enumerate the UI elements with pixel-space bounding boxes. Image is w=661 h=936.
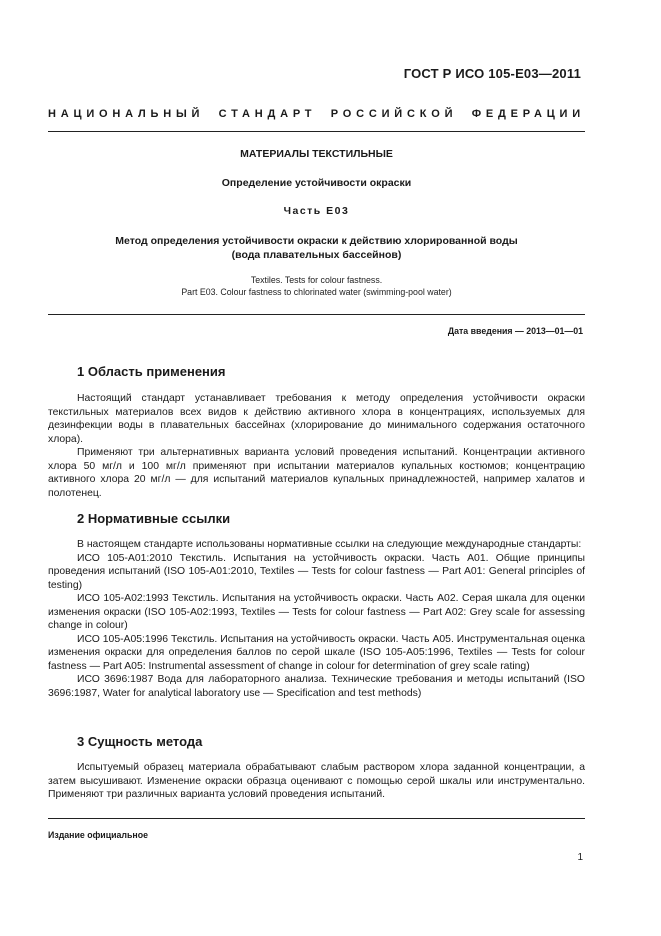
introduction-date: Дата введения — 2013—01—01 (447, 326, 583, 336)
banner-word: НАЦИОНАЛЬНЫЙ (48, 108, 205, 120)
banner-word: РОССИЙСКОЙ (330, 108, 458, 120)
section-body (48, 538, 585, 700)
reference-item: ИСО 105-A01:2010 Текстиль. Испытания на устойчивость окраски. Часть A01. Общие принципы проведения испытаний (ISO 105-A01:2010, Textiles — Tests for colour fastness — Part A01: General principles of testing) (48, 552, 585, 591)
title-main: МАТЕРИАЛЫ ТЕКСТИЛЬНЫЕ (240, 148, 393, 160)
banner-word: ФЕДЕРАЦИИ (471, 108, 585, 120)
title-english-line: Textiles. Tests for colour fastness. (250, 275, 383, 285)
section-heading: 1 Область применения (77, 364, 226, 379)
national-standard-banner (48, 108, 585, 120)
section-heading: 2 Нормативные ссылки (77, 511, 231, 526)
header-divider (48, 131, 585, 132)
page-number: 1 (577, 852, 583, 863)
title-english-line: Part E03. Colour fastness to chlorinated water (swimming-pool water) (181, 287, 452, 297)
paragraph: Применяют три альтернативных варианта условий проведения испытаний. Концентрации активного хлора 50 мг/л и 100 мг/л применяют при испытании материалов купальных костюмов; концентрацию активного хлора 20 мг/л — для испытаний материалов купальных принадлежностей, например халатов и полотенец. (48, 447, 585, 499)
title-english (48, 274, 585, 298)
reference-item: ИСО 105-A02:1993 Текстиль. Испытания на устойчивость окраски. Часть A02. Серая шкала для оценки изменения окраски (ISO 105-A02:1993, Textiles — Tests for colour fastness — Part A02: Grey scale for assessing change in colour) (48, 593, 585, 631)
section-body (48, 761, 585, 802)
reference-item: ИСО 105-A05:1996 Текстиль. Испытания на устойчивость окраски. Часть A05. Инструментальная оценка изменения окраски для определения баллов по серой шкале (ISO 105-A05:1996, Textiles — Tests for colour fastness — Part A05: Instrumental assessment of change in colour for determination of grey scale rating) (48, 633, 585, 672)
paragraph: В настоящем стандарте использованы нормативные ссылки на следующие международные стандарты: (77, 539, 582, 550)
document-code: ГОСТ Р ИСО 105-E03—2011 (403, 66, 581, 81)
banner-word: СТАНДАРТ (218, 108, 317, 120)
title-method-line: (вода плавательных бассейнов) (231, 249, 402, 261)
section-heading: 3 Сущность метода (77, 734, 203, 749)
section-body (48, 392, 585, 500)
reference-item: ИСО 3696:1987 Вода для лабораторного анализа. Технические требования и методы испытаний (ISO 3696:1987, Water for analytical laboratory use — Specification and test methods) (48, 674, 585, 699)
title-part: Часть E03 (283, 205, 350, 217)
title-method-line: Метод определения устойчивости окраски к действию хлорированной воды (115, 235, 518, 247)
title-divider (48, 314, 585, 315)
edition-label: Издание официальное (48, 830, 148, 840)
title-sub: Определение устойчивости окраски (221, 177, 412, 189)
paragraph: Испытуемый образец материала обрабатывают слабым раствором хлора заданной концентрации, а затем высушивают. Изменение окраски образца оценивают с помощью серой шкалы или инструментально. Применяют три различных варианта условий проведения испытаний. (48, 762, 585, 800)
footer-divider (48, 818, 585, 819)
paragraph: Настоящий стандарт устанавливает требования к методу определения устойчивости окраски текстильных материалов всех видов к действию активного хлора в концентрациях, используемых для дезинфекции воды в плавательных бассейнах (хлорирование до минимального содержания остаточного хлора). (48, 393, 585, 445)
title-method (48, 234, 585, 262)
